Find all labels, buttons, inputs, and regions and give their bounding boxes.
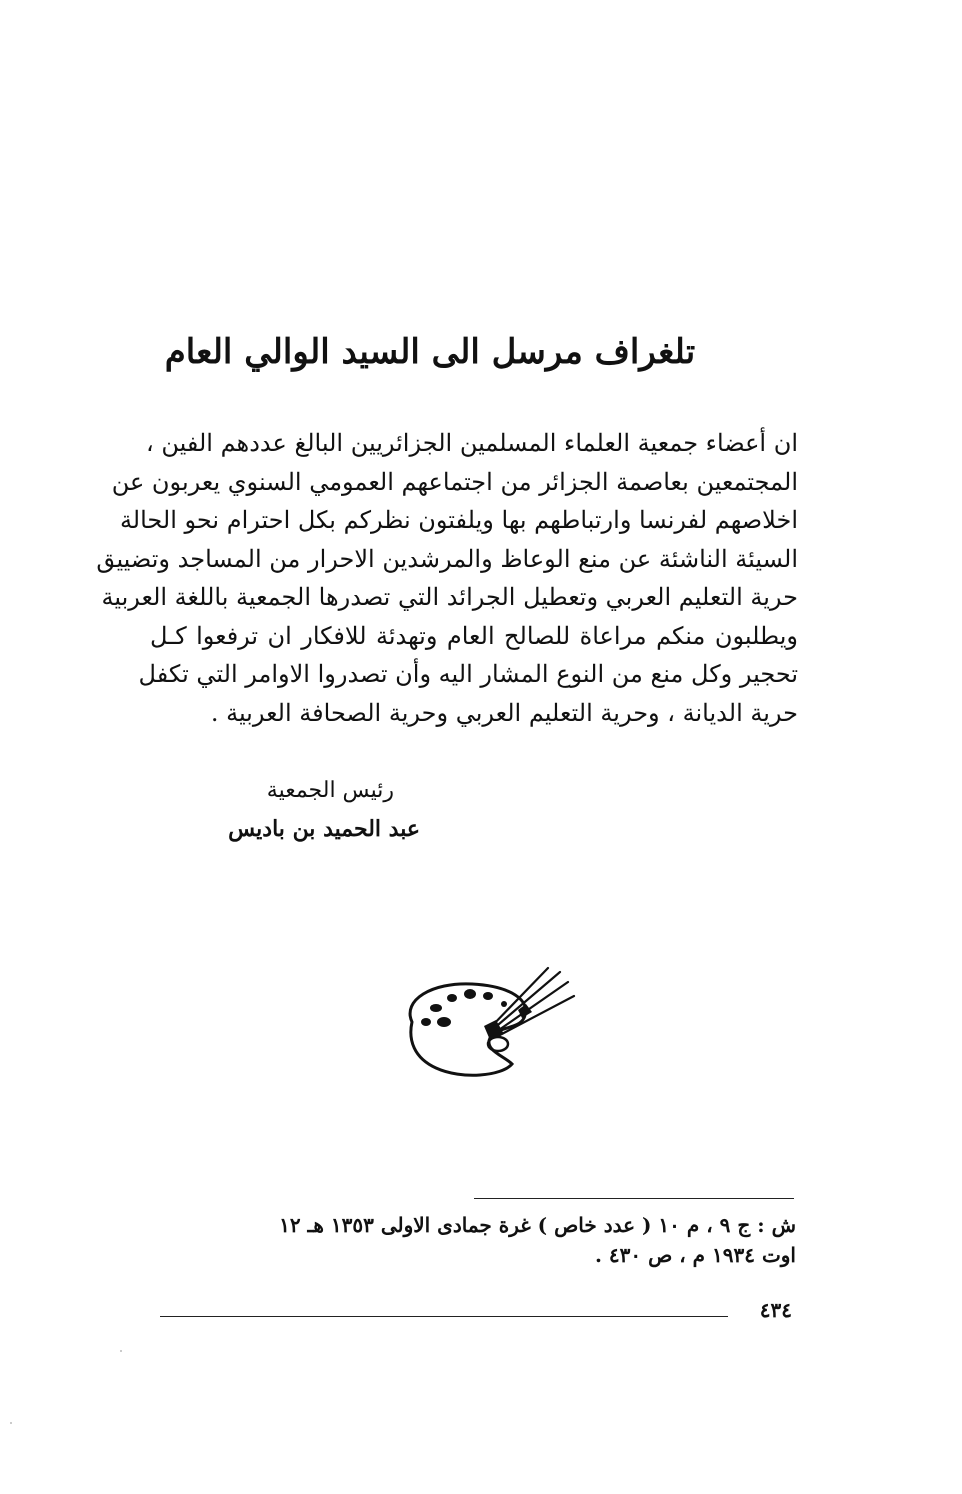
body-line: المجتمعين بعاصمة الجزائر من اجتماعهم العمومي السنوي يعربون عن	[111, 467, 798, 496]
footnote-divider	[474, 1198, 794, 1199]
scan-speck	[10, 1422, 12, 1424]
footnote-line: اوت ١٩٣٤ م ، ص ٤٣٠ .	[594, 1243, 796, 1267]
footnote-line: ش : ج ٩ ، م ١٠ ( عدد خاص ) غرة جمادى الاولى ١٣٥٣ هـ ١٢	[279, 1213, 796, 1237]
palette-and-brushes-icon	[392, 960, 582, 1090]
signature-name: عبد الحميد بن باديس	[228, 816, 420, 842]
page-number: ٤٣٤	[759, 1298, 792, 1322]
body-line: السيئة الناشئة عن منع الوعاظ والمرشدين الاحرار من المساجد وتضييق	[96, 544, 798, 573]
scan-speck	[120, 1350, 122, 1352]
signature-role: رئيس الجمعية	[266, 778, 394, 803]
body-line: تحجير وكل منع من النوع المشار اليه وأن تصدروا الاوامر التي تكفل	[138, 660, 798, 688]
footnote	[150, 1210, 796, 1270]
telegram-body	[96, 424, 798, 732]
page-footer	[160, 1296, 800, 1326]
footer-rule	[160, 1316, 728, 1317]
body-line: حرية التعليم العربي وتعطيل الجرائد التي تصدرها الجمعية باللغة العربية	[101, 583, 798, 611]
page-title: تلغراف مرسل الى السيد الوالي العام	[164, 332, 696, 372]
body-line: ويطلبون منكم مراعاة للصالح العام وتهدئة للافكار ان ترفعوا كـل	[150, 621, 798, 650]
body-line: ان أعضاء جمعية العلماء المسلمين الجزائريين البالغ عددهم الفين ،	[145, 429, 798, 457]
body-line: حرية الديانة ، وحرية التعليم العربي وحرية الصحافة العربية .	[210, 698, 798, 727]
signature-block	[210, 772, 420, 848]
body-line: اخلاصهم لفرنسا وارتباطهم بها ويلفتون نظركم بكل احترام نحو الحالة	[119, 506, 798, 534]
